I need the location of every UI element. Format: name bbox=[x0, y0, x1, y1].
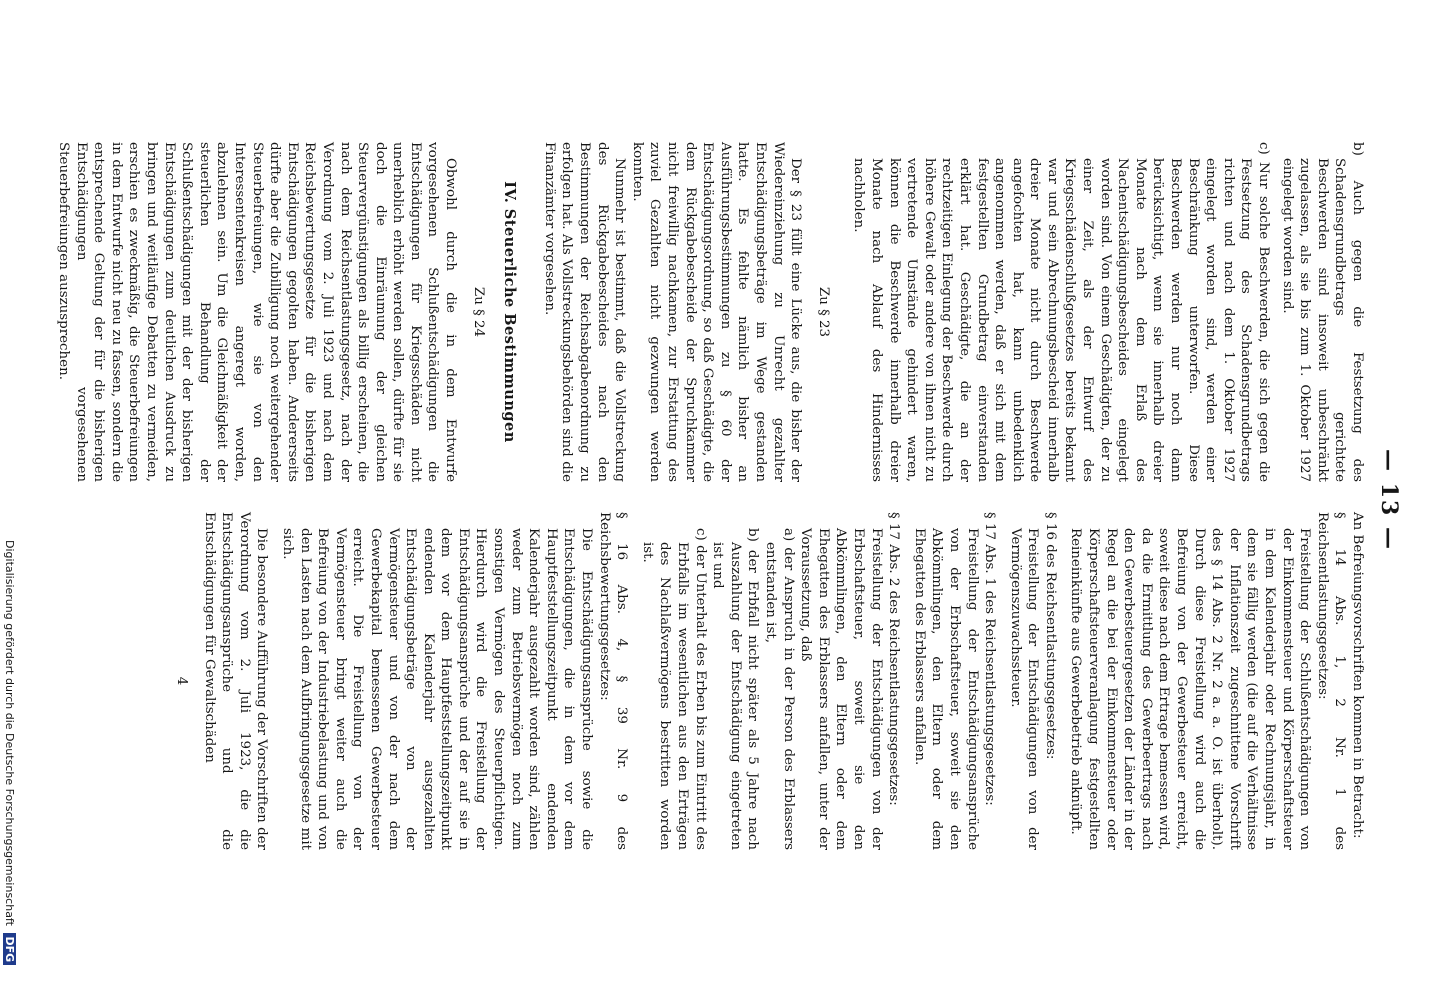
heading-zu-23: Zu § 23 bbox=[815, 286, 831, 338]
page-number: — 13 — bbox=[1376, 449, 1402, 551]
text-16: Freistellung der Entschädigungen von der Vermögenszuwachssteuer. bbox=[1007, 528, 1041, 850]
heading-zu-24: Zu § 24 bbox=[470, 286, 486, 338]
right-column bbox=[172, 512, 1366, 850]
item-c: c) der Unterhalt des Erben bis zum Eintritt des Erbfalls im wesentlichen aus den Erträgen des Nachlaßvermögens bestritten worden ist. bbox=[639, 528, 708, 850]
sidebar-text: Digitalisierung gefördert durch die Deutsche Forschungsgemeinschaft bbox=[3, 540, 16, 926]
item-b: b) der Erbfall nicht später als 5 Jahre nach Auszahlung der Entschädigung eingetreten ist und bbox=[710, 528, 761, 850]
ref-17-1: § 17 Abs. 1 des Reichsentlastungsgesetzes: bbox=[982, 512, 998, 806]
dfg-sidebar bbox=[0, 0, 20, 1000]
left-column bbox=[54, 142, 1366, 482]
text-17-2: Freistellung der Entschädigungen von der Erbschaftsteuer, soweit sie den Abkömmlingen, den Eltern oder dem Ehegatten des Erblassers anfallen, unter der Voraussetzung, daß bbox=[798, 528, 884, 850]
paragraph-24: Obwohl durch die in dem Entwurfe vorgesehenen Schlußentschädigungen die Entschädigungen für Kriegsschäden nicht unerheblich erhöht werden sollen, dürfte für sie doch die Einräumung der gleichen Steuervergünstigungen als billig erscheinen, die nach dem Reichsentlastungsgesetz, nach der Verordnung vom 2. Juli 1923 und nach dem Reichsbewertungsgesetze für die bisherigen Entschädigungen gegolten haben. Andererseits dürfte aber die Zubilligung noch weitergehender Steuerbefreiungen, wie sie von den Interessentenkreisen angeregt worden, abzulehnen sein. Um die Gleichmäßigkeit der steuerlichen Behandlung der Schlußentschädigungen mit der der bisherigen Entschädigungen zum deutlichen Ausdruck zu bringen und weitläufige Debatten zu vermeiden, erschien es zweckmäßig, die Steuerbefreiungen in dem Entwurfe nicht neu zu fassen, sondern die entsprechende Geltung der für die bisherigen Entschädigungen vorgesehenen Steuerbefreiungen auszusprechen. bbox=[56, 142, 459, 482]
text-14: Freistellung der Schlußentschädigungen von der Einkommensteuer und Körperschaftsteuer in dem Kalenderjahr oder Rechnungsjahr, in dem sie fällig werden (die auf die Verhältnisse der Inflationszeit zugeschnittene Vorschrift des § 14 Abs. 2 Nr. 2 a. a. O. ist überholt). Durch diese Freistellung wird auch die Befreiung von der Gewerbesteuer erreicht, soweit diese nach dem Ertrage bemessen wird, da die Ermittlung des Gewerbeertrags nach den Gewerbesteuergesetzen der Länder in der Regel an die bei der Einkommensteuer oder Körperschaftsteuerveranlagung festgestellten Reineinkünfte aus Gewerbebetrieb anknüpft. bbox=[1068, 528, 1313, 850]
ref-39: § 16 Abs. 4, § 39 Nr. 9 des Reichsbewertungsgesetzes: bbox=[596, 512, 630, 850]
paragraph-23b: Nunmehr ist bestimmt, daß die Vollstreckung des Rückgabebescheides nach den Bestimmungen der Reichsabgabenordnung zu erfolgen hat. Als Vollstreckungsbehörden sind die Finanzämter vorgesehen. bbox=[541, 142, 628, 482]
text-39: Die Entschädigungsansprüche sowie die Entschädigungen, die in dem vor dem Hauptfeststellungszeitpunkt endenden Kalenderjahr ausgezahlt worden sind, zählen weder zum Betriebsvermögen noch zum sonstigen Vermögen des Steuerpflichtigen. Hierdurch wird die Freistellung der Entschädigungsansprüche und der auf sie in dem vor dem Hauptfeststellungszeitpunkt endenden Kalenderjahr ausgezahlten Entschädigungsbeträge von der Vermögensteuer und von der nach dem Gewerbekapital bemessenen Gewerbesteuer erreicht. Die Freistellung von der Vermögensteuer bringt weiter auch die Befreiung von der Industriebelastung und von den Lasten nach dem Aufbringungsgesetze mit sich. bbox=[279, 528, 595, 850]
paragraph-23a: Der § 23 füllt eine Lücke aus, die bisher der Wiedereinziehung zu Unrecht gezahlter Entschädigungsbeträge im Wege gestanden hatte. Es fehlte nämlich bisher an Ausführungsbestimmungen zu § 60 der Entschädigungsordnung, so daß Geschädigte, die dem Rückgabebescheide der Spruchkammer nicht freiwillig nachkamen, zur Erstattung des zuviel Gezahlten nicht gezwungen werden konnten. bbox=[629, 142, 804, 482]
text-17-1: Freistellung der Entschädigungsansprüche von der Erbschaftsteuer, soweit sie den Abkömmlingen, den Eltern oder dem Ehegatten des Erblassers anfallen. bbox=[911, 528, 980, 850]
signature-mark: 4 bbox=[174, 676, 189, 686]
item-a: a) der Anspruch in der Person des Erblassers entstanden ist, bbox=[763, 528, 796, 850]
section-heading-iv: IV. Steuerliche Bestimmungen bbox=[501, 181, 519, 443]
ref-14: § 14 Abs. 1, 2 Nr. 1 des Reichsentlastungsgesetzes: bbox=[1314, 512, 1348, 850]
ref-17-2: § 17 Abs. 2 des Reichsentlastungsgesetzes: bbox=[886, 512, 902, 806]
ref-16: § 16 des Reichsentlastungsgesetzes: bbox=[1042, 512, 1058, 760]
dfg-logo: DFG bbox=[3, 933, 16, 965]
intro-line: An Befreiungsvorschriften kommen in Betracht: bbox=[1350, 512, 1365, 839]
paragraph-c: c) Nur solche Beschwerden, die sich gegen die Festsetzung des Schadensgrundbetrags richten und nach dem 1. Oktober 1927 eingelegt worden sind, werden einer Beschränkung unterworfen. Diese Beschwerden werden nur noch dann berücksichtigt, wenn sie innerhalb dreier Monate nach dem Erlaß des Nachentschädigungsbescheides eingelegt worden sind. Von einem Geschädigten, der zu einer Zeit, als der Entwurf des Kriegsschädenschlußgesetzes bereits bekannt war und sein Abrechnungsbescheid innerhalb dreier Monate nicht durch Beschwerde angefochten hat, kann unbedenklich angenommen werden, daß er sich mit dem festgestellten Grundbetrag einverstanden erklärt hat. Geschädigte, die an der rechtzeitigen Einlegung der Beschwerde durch höhere Gewalt oder andere von ihnen nicht zu vertretende Umstände gehindert waren, können die Beschwerde innerhalb dreier Monate nach Ablauf des Hindernisses nachholen. bbox=[851, 142, 1272, 482]
paragraph-b: b) Auch gegen die Festsetzung des Schadensgrundbetrags gerichtete Beschwerden sind insoweit unbeschränkt zugelassen, als sie bis zum 1. Oktober 1927 eingelegt worden sind. bbox=[1279, 142, 1365, 482]
paragraph-final: Die besondere Aufführung der Vorschriften der Verordnung vom 2. Juli 1923, die die Entschädigungsansprüche und die Entschädigungen für Gewaltschäden bbox=[201, 512, 270, 850]
